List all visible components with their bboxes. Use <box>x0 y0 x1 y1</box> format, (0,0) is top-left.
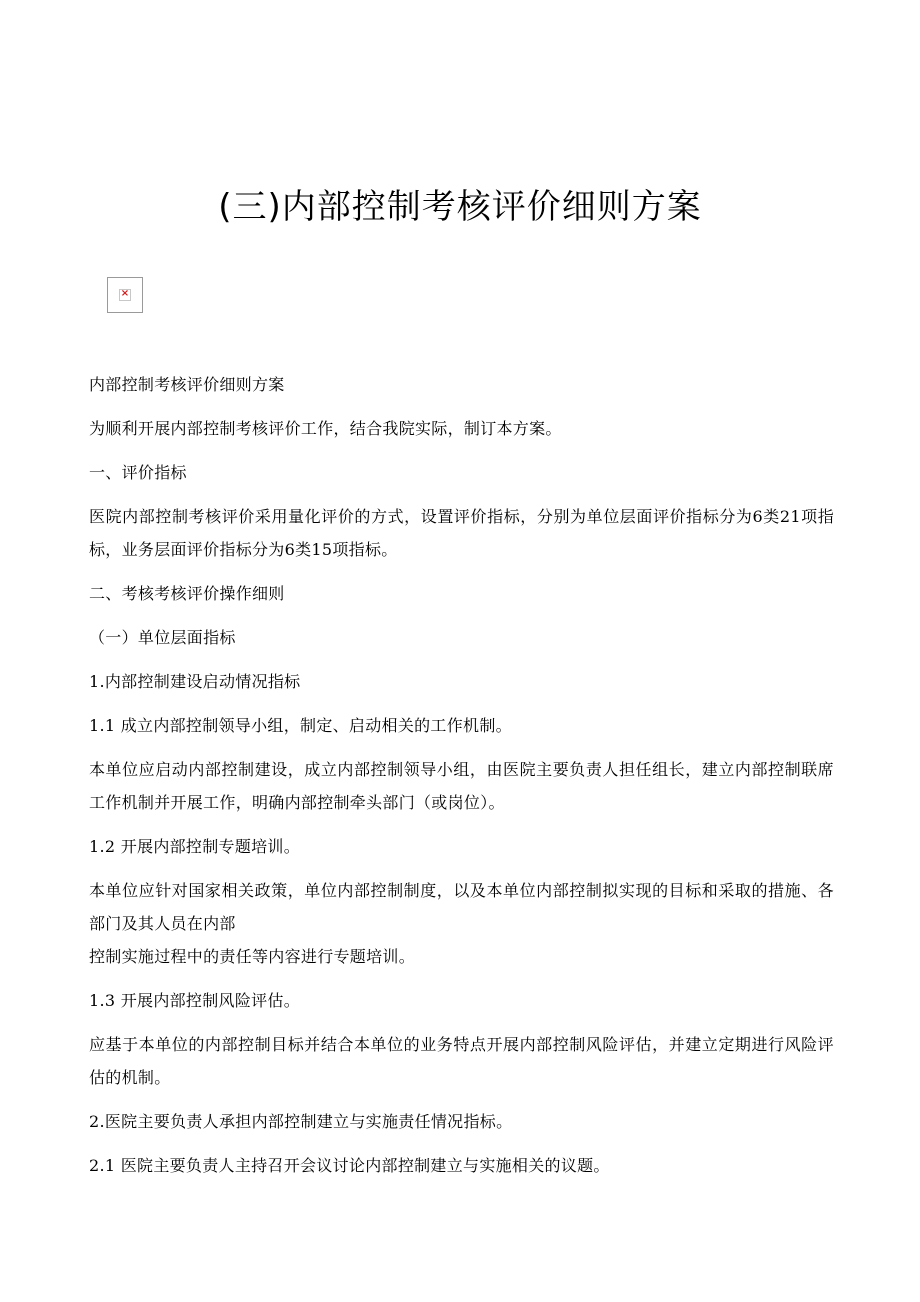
body-paragraph: 医院内部控制考核评价采用量化评价的方式，设置评价指标，分别为单位层面评价指标分为6类21项指标，业务层面评价指标分为6类15项指标。 <box>89 507 834 559</box>
section-heading: 二、考核考核评价操作细则 <box>89 584 285 603</box>
document-title: (三)内部控制考核评价细则方案 <box>218 187 702 227</box>
item-heading: 2.医院主要负责人承担内部控制建立与实施责任情况指标。 <box>89 1112 513 1131</box>
document-body <box>89 368 834 1193</box>
close-mark-icon: × <box>120 288 130 299</box>
intro-paragraph: 为顺利开展内部控制考核评价工作，结合我院实际，制订本方案。 <box>89 419 562 438</box>
body-paragraph: 本单位应针对国家相关政策，单位内部控制制度，以及本单位内部控制拟实现的目标和采取的措施、各部门及其人员在内部 <box>89 881 834 933</box>
body-paragraph: 应基于本单位的内部控制目标并结合本单位的业务特点开展内部控制风险评估，并建立定期进行风险评估的机制。 <box>89 1035 834 1087</box>
image-placeholder-frame <box>119 289 131 301</box>
section-heading: 一、评价指标 <box>89 463 187 482</box>
item-heading: 1.1 成立内部控制领导小组，制定、启动相关的工作机制。 <box>89 716 512 735</box>
body-paragraph: 控制实施过程中的责任等内容进行专题培训。 <box>89 947 416 966</box>
subsection-heading: （一）单位层面指标 <box>89 628 236 647</box>
subtitle-paragraph: 内部控制考核评价细则方案 <box>89 375 285 394</box>
body-paragraph: 本单位应启动内部控制建设，成立内部控制领导小组，由医院主要负责人担任组长，建立内部控制联席工作机制并开展工作，明确内部控制牵头部门（或岗位）。 <box>89 760 834 812</box>
broken-image-icon <box>107 277 143 313</box>
item-heading: 1.内部控制建设启动情况指标 <box>89 672 301 691</box>
item-heading: 1.2 开展内部控制专题培训。 <box>89 837 301 856</box>
item-heading: 1.3 开展内部控制风险评估。 <box>89 991 301 1010</box>
item-heading: 2.1 医院主要负责人主持召开会议讨论内部控制建立与实施相关的议题。 <box>89 1156 610 1175</box>
